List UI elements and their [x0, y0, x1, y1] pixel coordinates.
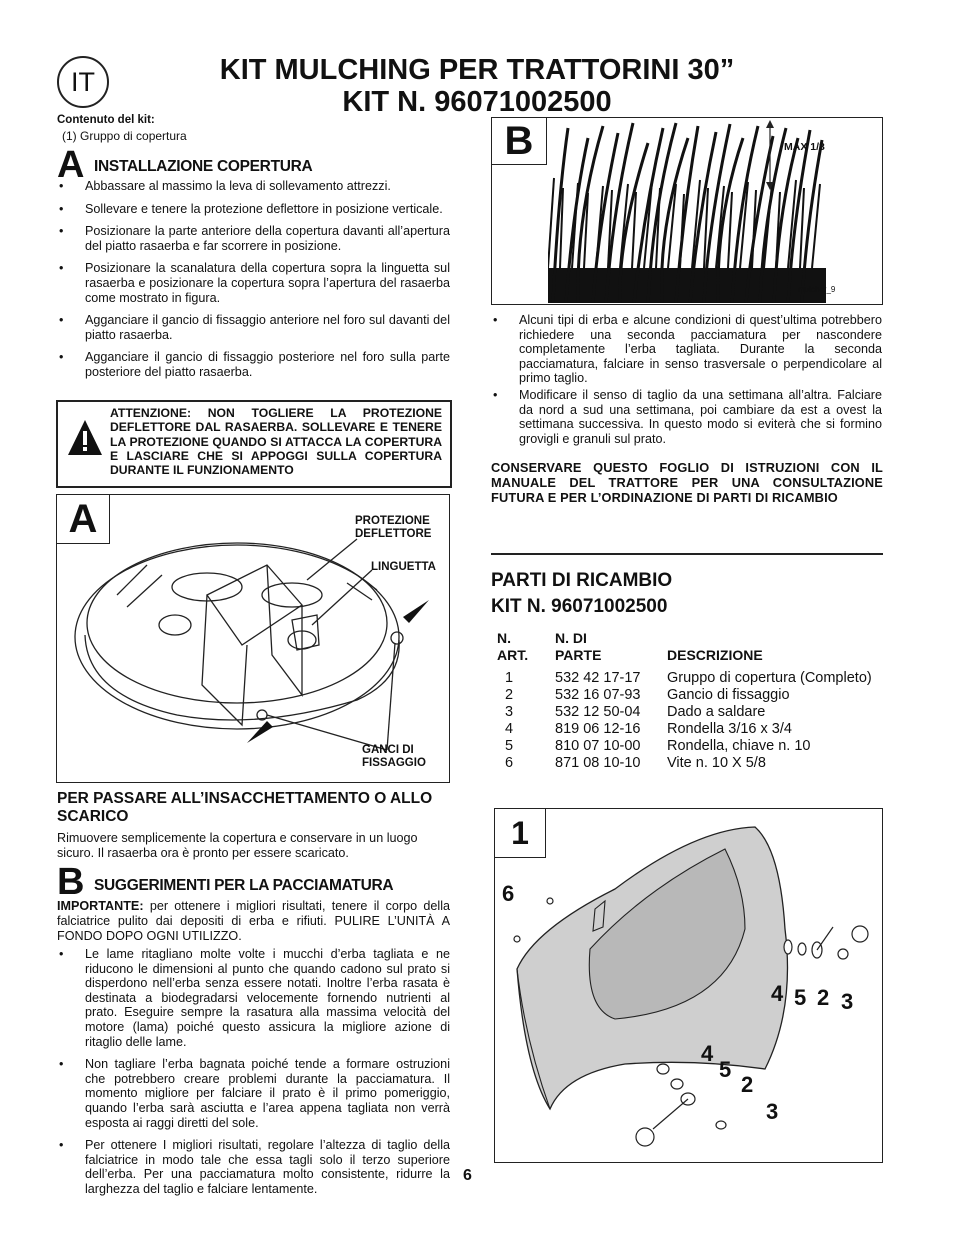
list-item: • Alcuni tipi di erba e alcune condizioni di quest’ultima potrebbero richiedere una seconda pacciamatura per nascondere completamente l’erba tagliata. Durante la seconda pacciamatura, falciare in senso trasversale o perpendicolare al primo taglio.	[491, 313, 882, 386]
table-row	[491, 755, 872, 772]
page-title: KIT MULCHING PER TRATTORINI 30”	[219, 54, 735, 86]
figure-a	[56, 494, 450, 783]
figure-b	[491, 117, 883, 305]
header-art-1: N.	[497, 630, 511, 646]
list-item: • Sollevare e tenere la protezione deflettore in posizione verticale.	[57, 202, 450, 217]
list-item: • Le lame ritagliano molte volte i mucchi d’erba tagliata e ne riducono le dimensioni al punto che quando cadono sul prato si disperdono nell’erba senza essere notati. Inoltre l’erba rasata è destinata a biodegradarsi velocemente fornendo nutrienti al prato. Eseguire sempre la rasatura alla massima velocità del motore (lama) poiché questo assicura la migliore azione di ritaglio delle lame.	[57, 947, 450, 1049]
table-row	[491, 721, 872, 738]
header-desc: DESCRIZIONE	[667, 647, 763, 663]
height-arrow-icon	[760, 120, 780, 190]
section-b-letter: B	[57, 861, 85, 903]
max-label: MAX 1/3	[784, 141, 825, 153]
row-desc: Vite n. 10 X 5/8	[667, 755, 766, 771]
language-badge: IT	[57, 56, 109, 108]
list-item: • Abbassare al massimo la leva di sollevamento attrezzi.	[57, 179, 450, 194]
important-label: IMPORTANTE:	[57, 899, 144, 913]
callout-3-lower: 3	[766, 1099, 779, 1124]
warning-icon	[66, 418, 104, 458]
row-part: 532 16 07-93	[555, 687, 641, 703]
label-tab: LINGUETTA	[371, 561, 436, 573]
parts-kit: KIT N. 96071002500	[491, 596, 668, 617]
list-item: • Posizionare la parte anteriore della copertura davanti all’apertura del piatto rasaerba e far scorrere in posizione.	[57, 224, 450, 253]
section-a-letter: A	[57, 144, 85, 186]
section-b-title: SUGGERIMENTI PER LA PACCIAMATURA	[94, 877, 394, 894]
callout-2-lower: 2	[741, 1072, 754, 1097]
table-row	[491, 704, 872, 721]
row-desc: Rondella 3/16 x 3/4	[667, 721, 792, 737]
figure-1-number: 1	[495, 809, 546, 858]
figure-1	[494, 808, 883, 1163]
list-item: • Agganciare il gancio di fissaggio posteriore nel foro sulla parte posteriore del piatto rasaerba.	[57, 350, 450, 379]
warning-text: ATTENZIONE: NON TOGLIERE LA PROTEZIONE DEFLETTORE DAL RASAERBA. SOLLEVARE E TENERE LA PROTEZIONE QUANDO SI ATTACCA LA COPERTURA E LASCIARE CHE SI APPOGGI SULLA COPERTURA DURANTE IL FUNZIONAMENTO	[110, 406, 442, 478]
table-row	[491, 687, 872, 704]
list-item: • Non tagliare l’erba bagnata poiché tende a formare ostruzioni che potrebbero creare problemi durante la pacciamatura. Il momento migliore per falciare il prato è il primo pomeriggio, quando l’erba sarà asciutta e l’area appena tagliata non verrà esposta ai raggi diretti del sole.	[57, 1057, 450, 1130]
list-item: • Modificare il senso di taglio da una settimana all’altra. Falciare da nord a sud una settimana, poi cambiare da est a ovest la settimana successiva. In questo modo si eviterà che si formino grovigli e granuli sul prato.	[491, 388, 882, 446]
kit-contents-item: (1) Gruppo di copertura	[62, 129, 187, 143]
parts-title: PARTI DI RICAMBIO	[491, 570, 673, 591]
row-desc: Rondella, chiave n. 10	[667, 738, 811, 754]
callout-2-upper: 2	[817, 985, 830, 1010]
callout-4-upper: 4	[771, 981, 784, 1006]
callout-5-upper: 5	[794, 985, 807, 1010]
row-desc: Gruppo di copertura (Completo)	[667, 670, 872, 686]
row-desc: Gancio di fissaggio	[667, 687, 790, 703]
list-item: • Agganciare il gancio di fissaggio anteriore nel foro sul davanti del piatto rasaerba.	[57, 313, 450, 342]
warning-box	[56, 400, 452, 488]
row-number: 6	[505, 755, 514, 771]
divider	[491, 553, 883, 555]
label-deflector: PROTEZIONE DEFLETTORE	[355, 515, 432, 540]
callout-5-lower: 5	[719, 1057, 732, 1082]
row-part: 871 08 10-10	[555, 755, 641, 771]
header-art-2: ART.	[497, 647, 529, 663]
section-b-bullets	[57, 947, 450, 1205]
figure-code: mulcher_9	[798, 285, 836, 294]
row-number: 4	[505, 721, 514, 737]
figure-a-letter: A	[57, 495, 110, 544]
table-row	[491, 738, 872, 755]
callout-4-lower: 4	[701, 1041, 714, 1066]
label-hooks: GANCI DI FISSAGGIO	[362, 744, 426, 769]
list-item: • Posizionare la scanalatura della copertura sopra la linguetta sul rasaerba e posizionare la copertura sopra l’apertura del rasaerba come mostrato in figura.	[57, 261, 450, 305]
header-part-2: PARTE	[555, 647, 602, 663]
row-number: 1	[505, 670, 514, 686]
page-subtitle: KIT N. 96071002500	[342, 86, 612, 118]
row-number: 5	[505, 738, 514, 754]
callout-6: 6	[502, 881, 515, 906]
kit-contents-label: Contenuto del kit:	[57, 114, 155, 126]
callout-3-upper: 3	[841, 989, 854, 1014]
right-bullets	[491, 313, 882, 454]
important-text: per ottenere i migliori risultati, tenere il corpo della falciatrice pulito dai depositi di erba e rifiuti. PULIRE L’UNITÀ A FONDO DOPO OGNI UTILIZZO.	[57, 899, 450, 943]
row-part: 819 06 12-16	[555, 721, 641, 737]
important-note	[57, 899, 450, 944]
row-number: 3	[505, 704, 514, 720]
table-row	[491, 670, 872, 687]
row-number: 2	[505, 687, 514, 703]
header-part-1: N. DI	[555, 630, 587, 646]
row-part: 532 42 17-17	[555, 670, 641, 686]
row-part: 810 07 10-00	[555, 738, 641, 754]
parts-table	[491, 630, 872, 772]
page-number: 6	[463, 1167, 472, 1184]
list-item: • Per ottenere I migliori risultati, regolare l’altezza di taglio della falciatrice in modo tale che essa tagli solo il terzo superiore dell’erba. Per una pacciamatura molto consistente, ridurre la larghezza del taglio e falciare lentamente.	[57, 1138, 450, 1196]
section-a-title: INSTALLAZIONE COPERTURA	[94, 158, 313, 175]
bagging-text: Rimuovere semplicemente la copertura e conservare in un luogo sicuro. Il rasaerba ora è pronto per essere scaricato.	[57, 831, 418, 860]
figure-b-letter: B	[492, 118, 547, 165]
section-a-bullets	[57, 179, 450, 388]
row-desc: Dado a saldare	[667, 704, 766, 720]
conserve-notice: CONSERVARE QUESTO FOGLIO DI ISTRUZIONI CON IL MANUALE DEL TRATTORE PER UNA CONSULTAZIONE FUTURA E PER L’ORDINAZIONE DI PARTI DI RICAMBIO	[491, 460, 883, 505]
bagging-title: PER PASSARE ALL’INSACCHETTAMENTO O ALLO SCARICO	[57, 790, 433, 825]
row-part: 532 12 50-04	[555, 704, 641, 720]
